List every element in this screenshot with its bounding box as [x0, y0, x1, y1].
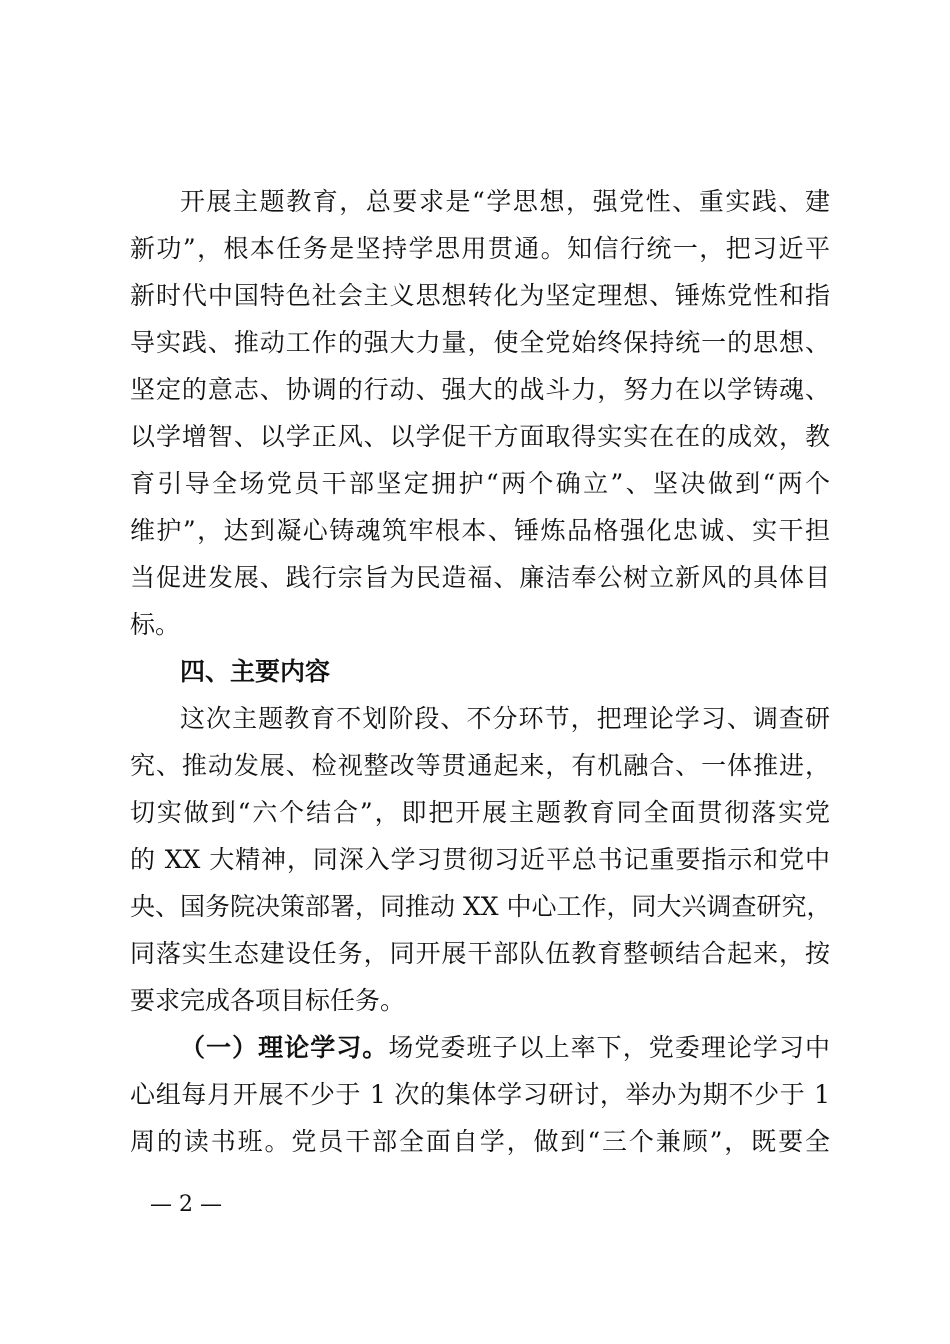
page-number: — 2 — — [150, 1192, 222, 1217]
text-line: 切实做到“六个结合”，即把开展主题教育同全面贯彻落实党 — [130, 798, 830, 827]
text-line: 坚定的意志、协调的行动、强大的战斗力，努力在以学铸魂、 — [130, 375, 830, 404]
text-line: 同落实生态建设任务，同开展干部队伍教育整顿结合起来，按 — [130, 939, 830, 968]
text-line: 央、国务院决策部署，同推动 XX 中心工作，同大兴调查研究， — [130, 892, 832, 921]
text-line: 维护”，达到凝心铸魂筑牢根本、锤炼品格强化忠诚、实干担 — [130, 516, 830, 545]
section-heading: 四、主要内容 — [180, 657, 331, 686]
text-line: 心组每月开展不少于 1 次的集体学习研讨，举办为期不少于 1 — [130, 1080, 830, 1109]
text-line: 新时代中国特色社会主义思想转化为坚定理想、锤炼党性和指 — [130, 281, 830, 310]
text-line: 标。 — [130, 610, 181, 639]
text-line: 究、推动发展、检视整改等贯通起来，有机融合、一体推进， — [130, 751, 830, 780]
text-line: 的 XX 大精神，同深入学习贯彻习近平总书记重要指示和党中 — [130, 845, 830, 874]
text-line: 周的读书班。党员干部全面自学，做到“三个兼顾”，既要全 — [130, 1127, 830, 1156]
subheading-theory-study: （一）理论学习。 — [180, 1033, 389, 1062]
text-line: 育引导全场党员干部坚定拥护“两个确立”、坚决做到“两个 — [130, 469, 830, 498]
text-line: 以学增智、以学正风、以学促干方面取得实实在在的成效，教 — [130, 422, 830, 451]
text-line: 开展主题教育，总要求是“学思想，强党性、重实践、建 — [180, 187, 830, 216]
text-line: 要求完成各项目标任务。 — [130, 986, 406, 1015]
text-line: 这次主题教育不划阶段、不分环节，把理论学习、调查研 — [180, 704, 830, 733]
text-line: 当促进发展、践行宗旨为民造福、廉洁奉公树立新风的具体目 — [130, 563, 830, 592]
text-line: 导实践、推动工作的强大力量，使全党始终保持统一的思想、 — [130, 328, 830, 357]
text-line — [180, 1028, 830, 1068]
text-span: 场党委班子以上率下，党委理论学习中 — [388, 1033, 830, 1062]
text-line: 新功”，根本任务是坚持学思用贯通。知信行统一，把习近平 — [130, 234, 830, 263]
